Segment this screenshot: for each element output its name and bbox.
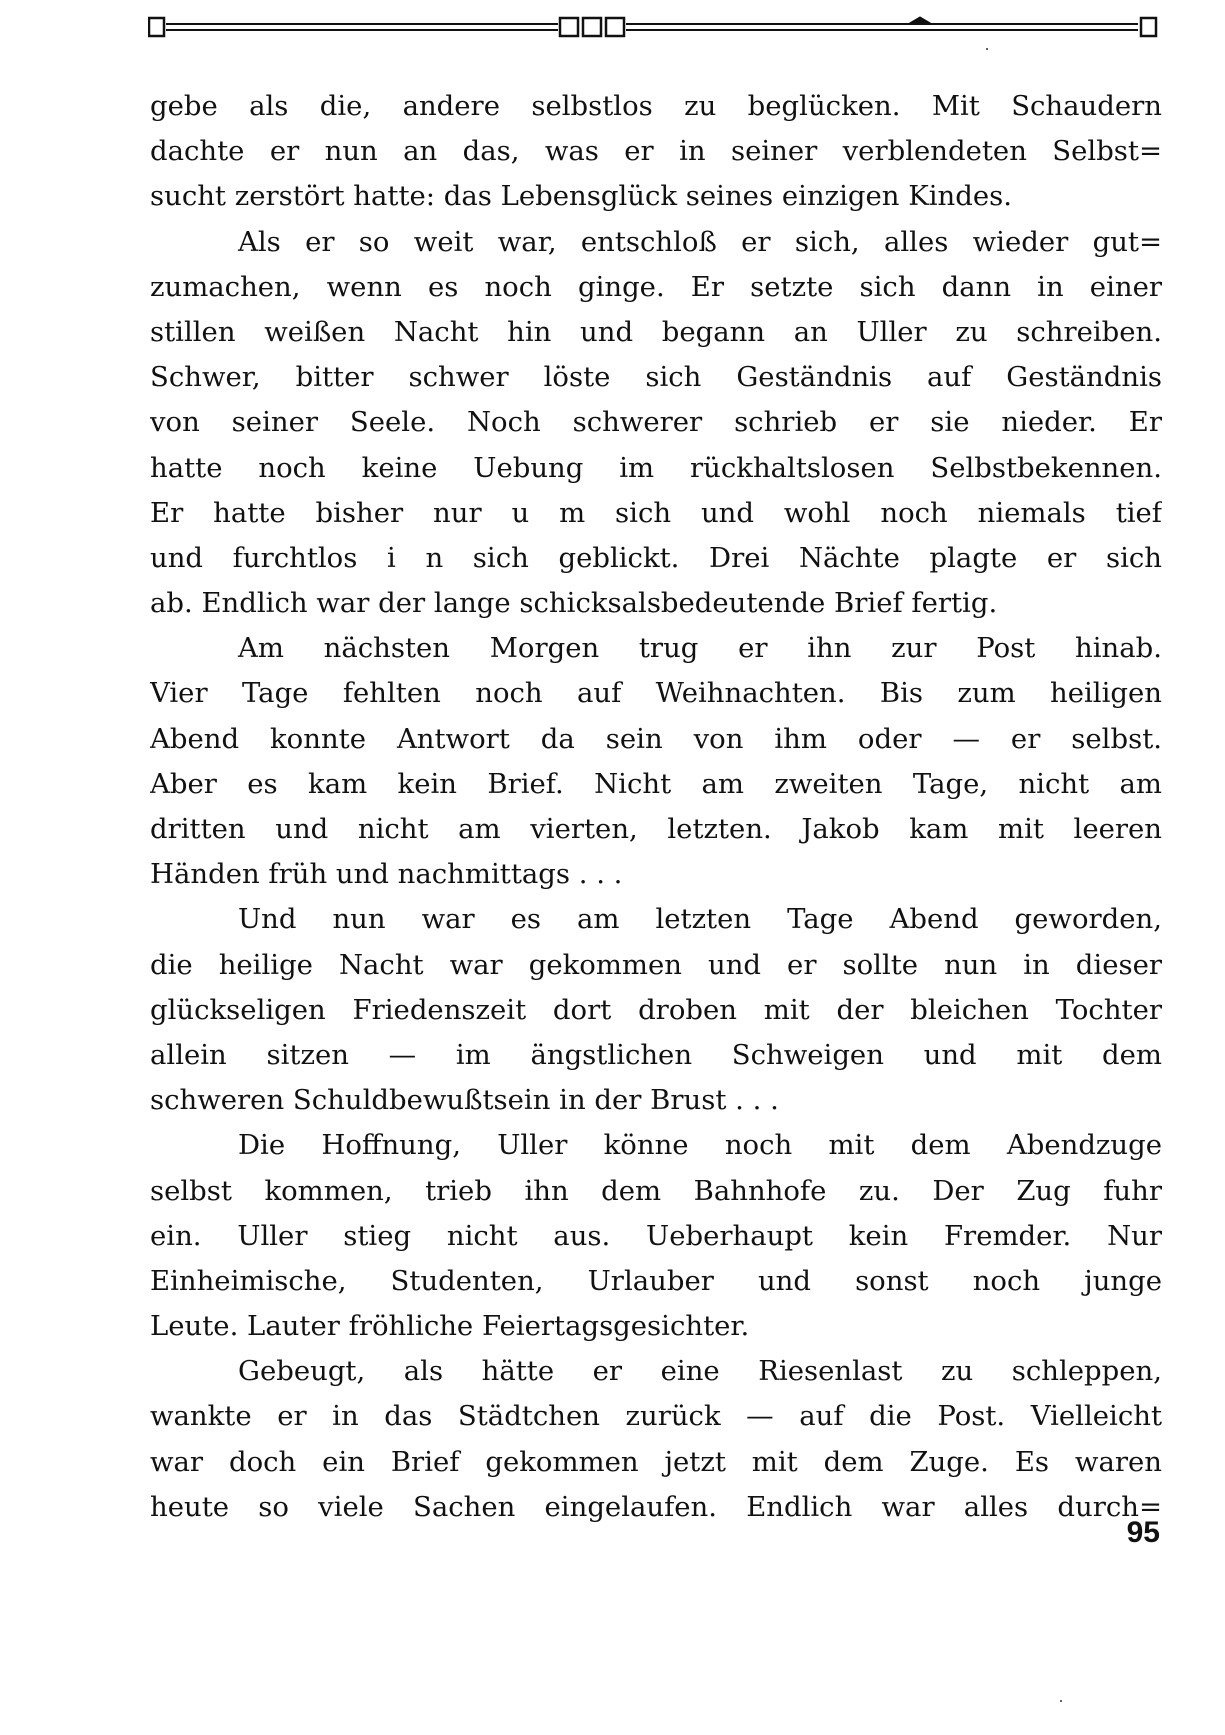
text-line: und furchtlos i n sich geblickt. Drei Nächte plagte er sich (150, 541, 1162, 574)
text-line: gebe als die, andere selbstlos zu beglücken. Mit Schaudern (150, 90, 1162, 122)
text-line: Er hatte bisher nur u m sich und wohl noch niemals tief (150, 496, 1162, 529)
text-line: ab. Endlich war der lange schicksalsbedeutende Brief fertig. (150, 587, 998, 620)
text-line: wankte er in das Städtchen zurück — auf die Post. Vielleicht (150, 1400, 1162, 1433)
decorative-header-rule (148, 14, 1160, 40)
text-line: hatte noch keine Uebung im rückhaltslosen Selbstbekennen. (150, 451, 1162, 484)
text-line: zumachen, wenn es noch ginge. Er setzte sich dann in einer (150, 270, 1162, 303)
text-line: Schwer, bitter schwer löste sich Geständnis auf Geständnis (150, 361, 1162, 394)
text-line: von seiner Seele. Noch schwerer schrieb er sie nieder. Er (150, 406, 1162, 439)
text-line: heute so viele Sachen eingelaufen. Endlich war alles durch= (150, 1490, 1162, 1523)
text-line: stillen weißen Nacht hin und begann an Uller zu schreiben. (150, 315, 1162, 348)
text-line: Händen früh und nachmittags . . . (150, 858, 623, 891)
print-speck (1060, 1700, 1062, 1702)
text-line: dachte er nun an das, was er in seiner verblendeten Selbst= (150, 135, 1162, 168)
text-line: Gebeugt, als hätte er eine Riesenlast zu schleppen, (238, 1355, 1162, 1388)
text-line: Leute. Lauter fröhliche Feiertagsgesichter. (150, 1310, 750, 1343)
text-line: allein sitzen — im ängstlichen Schweigen und mit dem (150, 1038, 1162, 1071)
body-text (150, 84, 1162, 1530)
text-line: die heilige Nacht war gekommen und er sollte nun in dieser (150, 948, 1162, 981)
text-line: Am nächsten Morgen trug er ihn zur Post hinab. (238, 632, 1162, 665)
text-line: Als er so weit war, entschloß er sich, alles wieder gut= (238, 225, 1162, 258)
text-line: Und nun war es am letzten Tage Abend geworden, (238, 903, 1162, 936)
text-line: Die Hoffnung, Uller könne noch mit dem Abendzuge (238, 1129, 1162, 1162)
text-line: ein. Uller stieg nicht aus. Ueberhaupt kein Fremder. Nur (150, 1219, 1162, 1252)
text-line: schweren Schuldbewußtsein in der Brust . . . (150, 1084, 779, 1117)
text-line: war doch ein Brief gekommen jetzt mit dem Zuge. Es waren (150, 1445, 1162, 1478)
text-line: dritten und nicht am vierten, letzten. Jakob kam mit leeren (150, 813, 1162, 845)
print-speck (986, 48, 988, 50)
page-number: 95 (1126, 1516, 1160, 1549)
text-line: Aber es kam kein Brief. Nicht am zweiten Tage, nicht am (150, 767, 1162, 800)
text-line: selbst kommen, trieb ihn dem Bahnhofe zu. Der Zug fuhr (150, 1174, 1162, 1207)
text-line: glückseligen Friedenszeit dort droben mit der bleichen Tochter (150, 993, 1162, 1026)
text-line: sucht zerstört hatte: das Lebensglück seines einzigen Kindes. (150, 180, 1012, 213)
text-line: Einheimische, Studenten, Urlauber und sonst noch junge (150, 1264, 1162, 1297)
text-line: Abend konnte Antwort da sein von ihm oder — er selbst. (150, 722, 1162, 755)
text-line: Vier Tage fehlten noch auf Weihnachten. Bis zum heiligen (150, 677, 1162, 710)
